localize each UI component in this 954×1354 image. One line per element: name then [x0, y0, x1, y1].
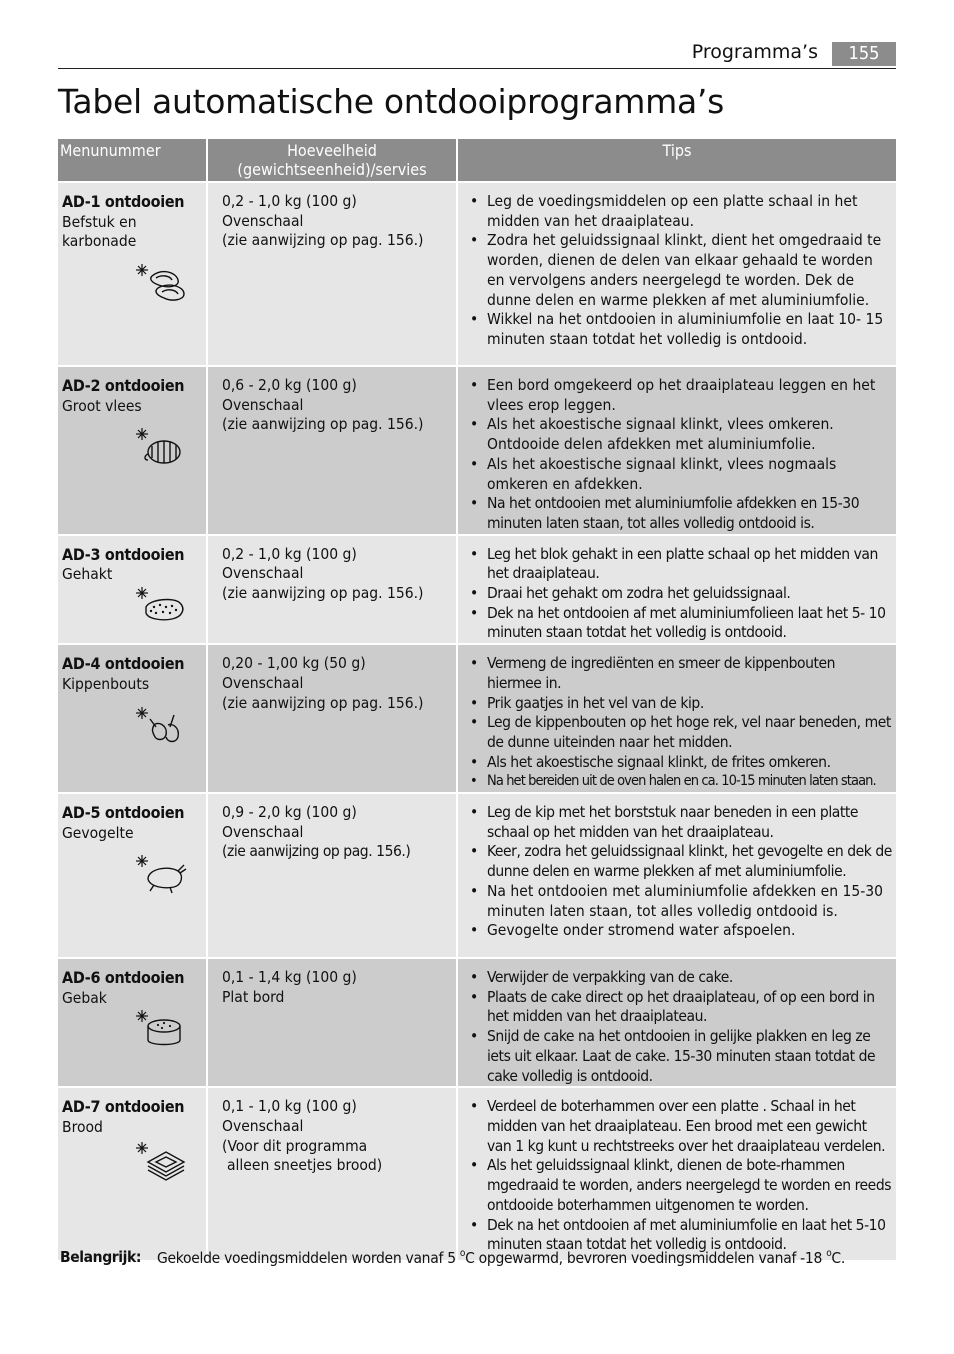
list-item: • Zodra het geluidssignaal klinkt, dient het omgedraaid te worden, dienen de delen van elkaar gehaald te worden en vervolgens anders neergelegd te worden. Dek de dunne delen en warme plekken af met aluminiumfolie. [470, 231, 892, 310]
tips-cell [458, 183, 896, 365]
tips-cell [458, 794, 896, 957]
footnote-text-part: C. [831, 1249, 845, 1267]
amount-weight: 0,2 - 1,0 kg (100 g) [222, 544, 357, 563]
page-title: Tabel automatische ontdooiprogramma’s [58, 82, 724, 121]
frozen-chicken-legs-icon [136, 705, 190, 749]
amount-weight: 0,9 - 2,0 kg (100 g) [222, 803, 357, 822]
amount-dish: Ovenschaal [222, 211, 304, 230]
list-item: • Wikkel na het ontdooien in aluminiumfolie en laat 10- 15 minuten staan totdat het volledig is ontdooid. [470, 310, 892, 349]
food-type: Groot vlees [62, 396, 142, 415]
footnote [60, 1248, 896, 1266]
amount-note: (zie aanwijzing op pag. 156.) [222, 584, 424, 603]
table-row [58, 959, 896, 1086]
menu-number: AD-7 ontdooien [62, 1097, 185, 1117]
page-header [58, 40, 896, 69]
table-row [58, 794, 896, 957]
list-item: • Na het ontdooien met aluminiumfolie afdekken en 15-30 minuten laten staan, tot alles volledig ontdooid is. [470, 494, 892, 533]
amount-note: (zie aanwijzing op pag. 156.) [222, 693, 424, 712]
list-item: • Leg de kip met het borststuk naar beneden in een platte schaal op het midden van het draaiplateau. [470, 803, 892, 842]
amount-cell [208, 794, 456, 957]
food-type: Kippenbouts [62, 674, 150, 693]
menu-cell [58, 536, 206, 644]
tips-list [462, 968, 892, 1086]
amount-weight: 0,6 - 2,0 kg (100 g) [222, 376, 357, 394]
amount-dish: Ovenschaal [222, 673, 304, 692]
column-header-amount [208, 139, 456, 181]
table-row [58, 367, 896, 534]
amount-note: alleen sneetjes brood) [227, 1156, 383, 1175]
amount-weight: 0,2 - 1,0 kg (100 g) [222, 192, 357, 210]
list-item: • Na het bereiden uit de oven halen en ca. 10-15 minuten laten staan. [470, 772, 892, 792]
menu-cell [58, 367, 206, 534]
food-type: Gevogelte [62, 823, 134, 842]
amount-cell [208, 645, 456, 792]
menu-cell [58, 645, 206, 792]
list-item: • Dek na het ontdooien af met aluminiumfolieen laat het 5- 10 minuten staan totdat het volledig is ontdooid. [470, 604, 892, 643]
menu-number: AD-1 ontdooien [62, 192, 185, 211]
list-item: • Verwijder de verpakking van de cake. [470, 968, 892, 988]
tips-list [462, 192, 892, 350]
food-type: Gehakt [62, 565, 113, 584]
frozen-roast-icon [136, 426, 190, 470]
list-item: • Als het geluidssignaal klinkt, dienen de bote-rhammen mgedraaid te worden, anders neergelegd te worden en reeds ontdooide boterhammen uitgenomen te worden. [470, 1156, 892, 1215]
degree-symbol: o [459, 1248, 466, 1259]
list-item: • Als het akoestische signaal klinkt, de frites omkeren. [470, 753, 892, 773]
footnote-text [157, 1248, 845, 1267]
list-item: • Plaats de cake direct op het draaiplateau, of op een bord in het midden van het draaiplateau. [470, 988, 892, 1027]
amount-dish: Ovenschaal [222, 395, 304, 414]
degree-symbol: o [826, 1248, 832, 1259]
tips-cell [458, 645, 896, 792]
list-item: • Een bord omgekeerd op het draaiplateau leggen en het vlees erop leggen. [470, 376, 892, 415]
amount-note: (zie aanwijzing op pag. 156.) [222, 842, 411, 861]
footnote-label: Belangrijk: [60, 1248, 142, 1266]
table-row [58, 183, 896, 365]
section-title: Programma’s [691, 41, 818, 63]
list-item: • Leg het blok gehakt in een platte schaal op het midden van het draaiplateau. [470, 545, 892, 584]
frozen-steak-icon [136, 262, 190, 306]
list-item: • Snijd de cake na het ontdooien in gelijke plakken en leg ze iets uit elkaar. Laat de cake. 15-30 minuten staan totdat de cake volledig is ontdooid. [470, 1027, 892, 1086]
list-item: • Vermeng de ingrediënten en smeer de kippenbouten hiermee in. [470, 654, 892, 693]
menu-number: AD-3 ontdooien [62, 544, 185, 564]
menu-number: AD-2 ontdooien [62, 376, 185, 395]
amount-dish: Ovenschaal [222, 564, 304, 583]
frozen-minced-meat-icon [136, 585, 190, 629]
menu-cell [58, 1088, 206, 1260]
food-type: Brood [62, 1117, 103, 1136]
amount-weight: 0,20 - 1,00 kg (50 g) [222, 654, 366, 673]
list-item: • Na het ontdooien met aluminiumfolie afdekken en 15-30 minuten laten staan, tot alles volledig ontdooid is. [470, 882, 892, 921]
menu-cell [58, 794, 206, 957]
footnote-text-part: C opgewarmd, bevroren voedingsmiddelen vanaf -18 [465, 1249, 827, 1267]
amount-cell [208, 959, 456, 1086]
column-header-menu: Menunummer [58, 139, 206, 181]
list-item: • Gevogelte onder stromend water afspoelen. [470, 921, 892, 941]
menu-number: AD-6 ontdooien [62, 968, 185, 988]
tips-list [462, 545, 892, 644]
footnote-text-part: Gekoelde voedingsmiddelen worden vanaf 5 [157, 1249, 460, 1267]
table-row [58, 645, 896, 792]
table-row [58, 536, 896, 644]
list-item: • Leg de voedingsmiddelen op een platte schaal in het midden van het draaiplateau. [470, 192, 892, 231]
frozen-cake-icon [136, 1008, 190, 1052]
amount-note: (zie aanwijzing op pag. 156.) [222, 415, 424, 434]
amount-note: (zie aanwijzing op pag. 156.) [222, 231, 424, 250]
list-item: • Verdeel de boterhammen over een platte . Schaal in het midden van het draaiplateau. Een brood met een gewicht van 1 kg kunt u rechtstreeks over het draaiplateau verdelen. [470, 1097, 892, 1156]
amount-dish: Ovenschaal [222, 1116, 304, 1135]
tips-list [462, 376, 892, 534]
menu-cell [58, 959, 206, 1086]
column-header-tips: Tips [458, 139, 896, 181]
amount-weight: 0,1 - 1,0 kg (100 g) [222, 1097, 357, 1116]
defrost-programs-table [56, 137, 898, 1262]
list-item: • Prik gaatjes in het vel van de kip. [470, 694, 892, 714]
frozen-bread-icon [136, 1140, 190, 1184]
column-header-amount-line1: Hoeveelheid [287, 141, 377, 160]
tips-cell [458, 959, 896, 1086]
menu-cell [58, 183, 206, 365]
amount-weight: 0,1 - 1,4 kg (100 g) [222, 968, 357, 987]
menu-number: AD-4 ontdooien [62, 654, 185, 674]
page-number: 155 [832, 42, 896, 66]
amount-note: (Voor dit programma [222, 1136, 368, 1155]
amount-dish: Ovenschaal [222, 822, 304, 841]
amount-cell [208, 1088, 456, 1260]
frozen-poultry-icon [136, 853, 190, 897]
tips-list [462, 1097, 892, 1255]
food-type: Befstuk en [62, 212, 137, 231]
table-header-row [58, 139, 896, 181]
list-item: • Als het akoestische signaal klinkt, vlees omkeren. Ontdooide delen afdekken met aluminiumfolie. [470, 415, 892, 454]
food-type: Gebak [62, 988, 107, 1007]
amount-cell [208, 536, 456, 644]
menu-number: AD-5 ontdooien [62, 803, 185, 823]
list-item: • Leg de kippenbouten op het hoge rek, vel naar beneden, met de dunne uiteinden naar het midden. [470, 713, 892, 752]
tips-cell [458, 536, 896, 644]
amount-dish: Plat bord [222, 987, 285, 1006]
list-item: • Draai het gehakt om zodra het geluidssignaal. [470, 584, 892, 604]
tips-list [462, 654, 892, 792]
tips-list [462, 803, 892, 941]
tips-cell [458, 1088, 896, 1260]
amount-cell [208, 183, 456, 365]
tips-cell [458, 367, 896, 534]
amount-cell [208, 367, 456, 534]
list-item: • Als het akoestische signaal klinkt, vlees nogmaals omkeren en afdekken. [470, 455, 892, 494]
column-header-amount-line2: (gewichtseenheid)/servies [237, 160, 427, 179]
table-row [58, 1088, 896, 1260]
list-item: • Keer, zodra het geluidssignaal klinkt, het gevogelte en dek de dunne delen en warme plekken af met aluminiumfolie. [470, 842, 892, 881]
food-type: karbonade [62, 232, 137, 251]
list-item: • Dek na het ontdooien af met aluminiumfolie en laat het 5-10 minuten staan totdat het volledig is ontdooid. [470, 1216, 892, 1255]
